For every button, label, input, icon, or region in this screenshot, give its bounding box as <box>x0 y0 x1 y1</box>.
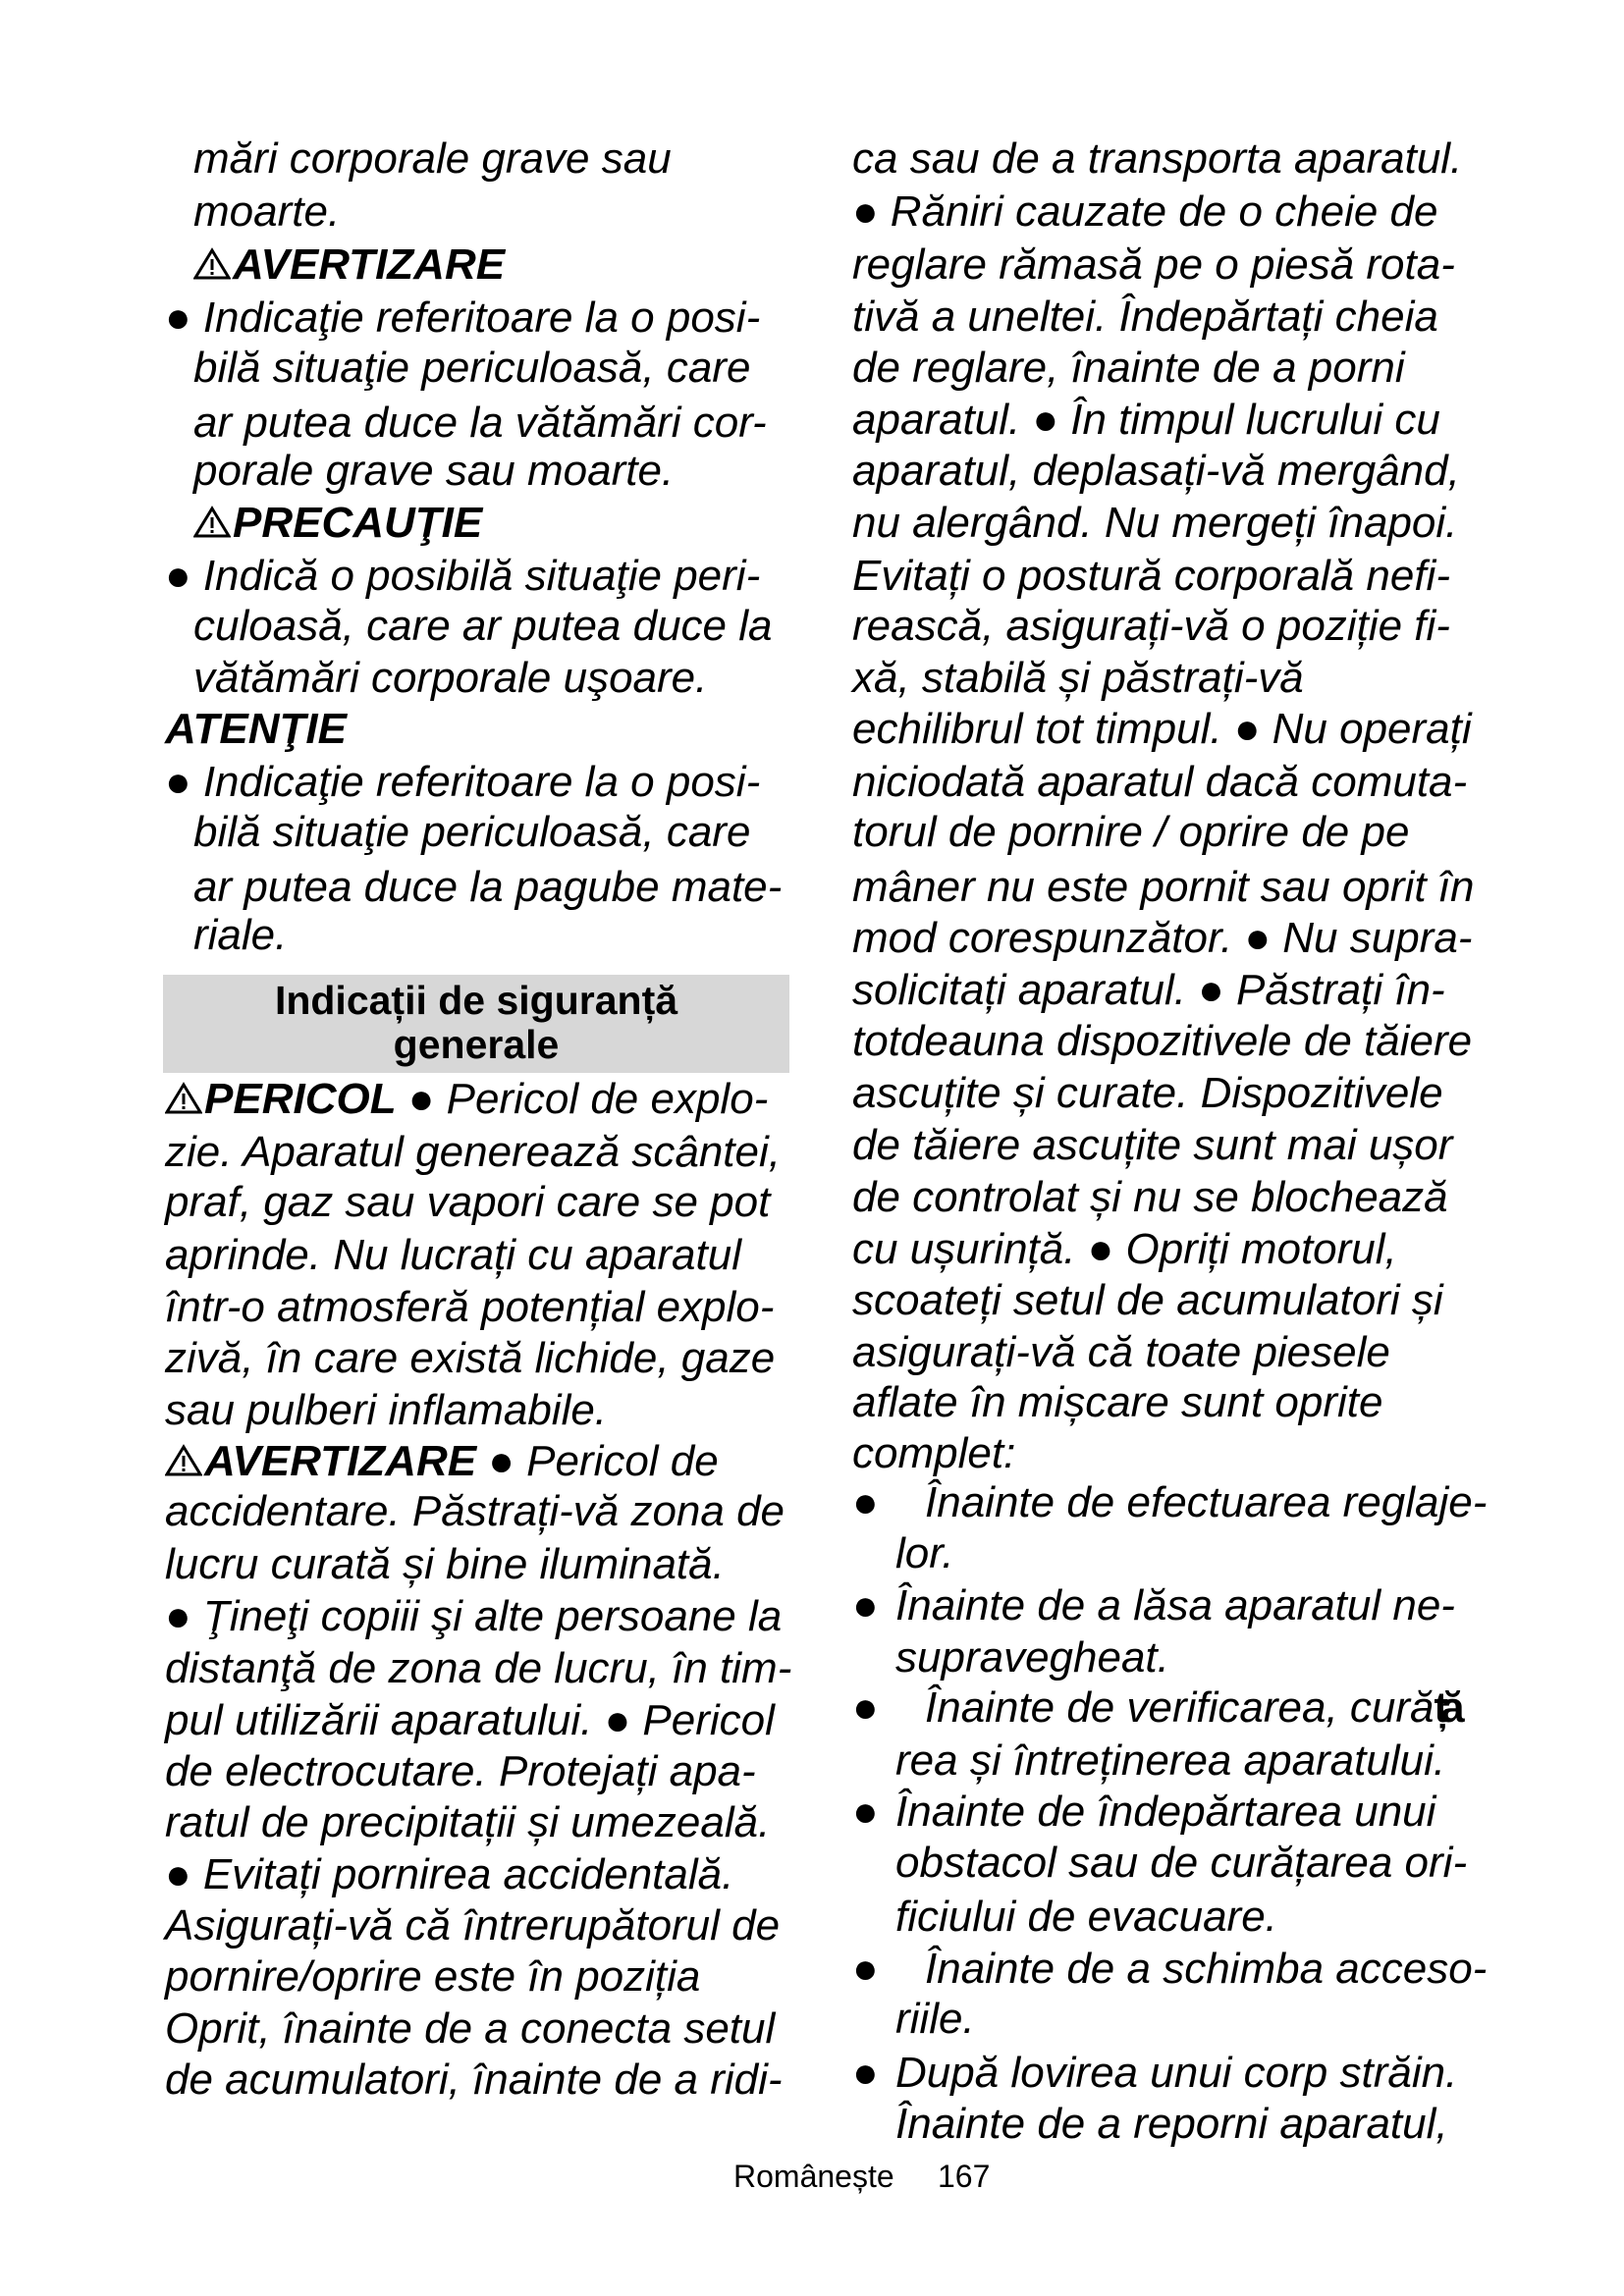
text-line: complet: <box>852 1429 1016 1477</box>
footer-language: Românește <box>733 2159 894 2194</box>
text-line: de electrocutare. Protejați apa- <box>165 1747 756 1795</box>
text-line: Oprit, înainte de a conecta setul <box>165 2004 776 2053</box>
text-line: mod corespunzător. ● Nu supra- <box>852 914 1473 962</box>
bullet-icon: ● <box>852 1581 879 1629</box>
text-line: aparatul. ● În timpul lucrului cu <box>852 396 1440 444</box>
list-item-continuation: rea și întreținerea aparatului. <box>895 1736 1446 1785</box>
text-line: praf, gaz sau vapori care se pot <box>165 1178 771 1226</box>
list-item-continuation: lor. <box>895 1529 954 1577</box>
list-item-continuation: riile. <box>895 1995 975 2043</box>
text-line: xă, stabilă și păstrați-vă <box>852 654 1304 702</box>
text-line: echilibrul tot timpul. ● Nu operați <box>852 705 1472 753</box>
list-item-continuation: obstacol sau de curățarea ori- <box>895 1839 1468 1887</box>
text-line: sau pulberi inflamabile. <box>165 1386 608 1434</box>
list-item: Înainte de îndepărtarea unui <box>895 1788 1436 1836</box>
warning-triangle-icon <box>193 506 231 539</box>
text-line: aflate în mișcare sunt oprite <box>852 1378 1383 1426</box>
bullet-line: ● Indică o posibilă situaţie peri- <box>165 552 761 600</box>
list-item: Înainte de a lăsa aparatul ne- <box>895 1581 1455 1629</box>
avertizare-heading <box>193 240 505 291</box>
bullet-icon: ● <box>852 1683 879 1732</box>
pericol-line: PERICOL ● Pericol de explo- <box>165 1074 768 1125</box>
bullet-icon: ● <box>165 758 203 806</box>
text-line: Evitați o postură corporală nefi- <box>852 552 1450 600</box>
text-line: cu ușurință. ● Opriți motorul, <box>852 1225 1397 1273</box>
bullet-icon: ● <box>165 294 203 342</box>
list-item-continuation: ficiului de evacuare. <box>895 1893 1277 1941</box>
precautie-heading <box>193 498 482 549</box>
warning-triangle-icon <box>193 247 231 281</box>
text-line: de controlat și nu se blochează <box>852 1173 1448 1221</box>
bullet-icon: ● <box>852 1788 879 1836</box>
bullet-icon: ● <box>165 1850 203 1898</box>
warning-triangle-icon <box>165 1082 202 1115</box>
section-heading-line: generale <box>393 1022 560 1067</box>
text-line: bilă situaţie periculoasă, care <box>193 344 751 392</box>
bullet-icon: ● <box>852 1945 879 1993</box>
text-line: tivă a uneltei. Îndepărtați cheia <box>852 293 1438 341</box>
text-line: într-o atmosferă potențial explo- <box>165 1283 775 1331</box>
bullet-icon: ● <box>852 1478 879 1526</box>
bullet-line: ● Evitați pornirea accidentală. <box>165 1850 734 1898</box>
text-line: aprinde. Nu lucrați cu aparatul <box>165 1231 741 1279</box>
bullet-line: ● Indicaţie referitoare la o posi- <box>165 294 761 342</box>
precautie-label: PRECAUŢIE <box>233 499 483 547</box>
text-line: de tăiere ascuțite sunt mai ușor <box>852 1121 1453 1169</box>
list-item: După lovirea unui corp străin. <box>895 2049 1458 2097</box>
text-line: moarte. <box>193 187 341 236</box>
text-line: culoasă, care ar putea duce la <box>193 602 773 650</box>
section-heading <box>163 975 789 1073</box>
avertizare-label: AVERTIZARE <box>233 240 506 289</box>
bullet-icon: ● <box>852 2049 879 2097</box>
bullet-icon: ● <box>592 1696 643 1744</box>
bullet-icon: ● <box>165 1592 203 1640</box>
text-line: vătămări corporale uşoare. <box>193 654 708 702</box>
text-line: ar putea duce la pagube mate- <box>193 863 783 911</box>
text-line: de acumulatori, înainte de a ridi- <box>165 2056 783 2104</box>
text-line: solicitați aparatul. ● Păstrați în- <box>852 966 1445 1014</box>
list-item: Înainte de a schimba acceso- <box>925 1945 1488 1993</box>
atentie-heading: ATENŢIE <box>165 705 347 753</box>
text-line: niciodată aparatul dacă comuta- <box>852 758 1468 806</box>
text-line: ● Răniri cauzate de o cheie de <box>852 187 1438 236</box>
text-line: reglare rămasă pe o piesă rota- <box>852 240 1455 289</box>
list-item: Înainte de verificarea, curăță <box>925 1683 1457 1732</box>
text-line: totdeauna dispozitivele de tăiere <box>852 1017 1473 1065</box>
list-item: Înainte de efectuarea reglaje- <box>925 1478 1488 1526</box>
section-heading-line: Indicații de siguranță <box>274 978 678 1023</box>
text-line: mâner nu este pornit sau oprit în <box>852 863 1475 911</box>
list-item-continuation: supravegheat. <box>895 1633 1169 1682</box>
text-line: aparatul, deplasați-vă mergând, <box>852 447 1460 495</box>
bullet-line: ● Ţineţi copiii şi alte persoane la <box>165 1592 783 1640</box>
text-line: ascuțite și curate. Dispozitivele <box>852 1069 1443 1117</box>
text-line: torul de pornire / oprire de pe <box>852 808 1410 856</box>
text-line: Asigurați-vă că întrerupătorul de <box>165 1901 781 1949</box>
avertizare2-line: AVERTIZARE ● Pericol de <box>165 1436 719 1487</box>
list-item-continuation: Înainte de a reporni aparatul, <box>895 2100 1448 2148</box>
bullet-icon: ● <box>165 552 203 600</box>
text-line: accidentare. Păstrați-vă zona de <box>165 1487 785 1535</box>
text-line: ratul de precipitații și umezeală. <box>165 1798 771 1846</box>
text-line: zivă, în care există lichide, gaze <box>165 1334 776 1382</box>
text-line: zie. Aparatul generează scântei, <box>165 1128 781 1176</box>
text-line: rească, asigurați-vă o poziție fi- <box>852 602 1450 650</box>
text-line: asigurați-vă că toate piesele <box>852 1328 1390 1376</box>
bullet-icon: ● <box>396 1075 447 1123</box>
bullet-line: ● Indicaţie referitoare la o posi- <box>165 758 761 806</box>
text-line: mări corporale grave sau <box>193 134 672 183</box>
text-line: scoateți setul de acumulatori și <box>852 1276 1443 1324</box>
text-line: pornire/oprire este în poziția <box>165 1952 701 2001</box>
text-line: pul utilizării aparatului. ● Pericol <box>165 1696 775 1744</box>
text-line: nu alergând. Nu mergeți înapoi. <box>852 499 1458 547</box>
pericol-label: PERICOL <box>204 1075 397 1123</box>
page-number: 167 <box>938 2159 991 2194</box>
text-line: riale. <box>193 911 288 959</box>
text-line: bilă situaţie periculoasă, care <box>193 808 751 856</box>
text-line: de reglare, înainte de a porni <box>852 344 1405 392</box>
text-line: porale grave sau moarte. <box>193 447 675 495</box>
text-line: distanţă de zona de lucru, în tim- <box>165 1644 792 1692</box>
text-line: ca sau de a transporta aparatul. <box>852 134 1463 183</box>
bullet-icon: ● <box>476 1437 527 1485</box>
text-line: lucru curată și bine iluminată. <box>165 1540 725 1588</box>
warning-triangle-icon <box>165 1444 202 1477</box>
text-line: ar putea duce la vătămări cor- <box>193 399 767 447</box>
avertizare2-label: AVERTIZARE <box>204 1437 477 1485</box>
